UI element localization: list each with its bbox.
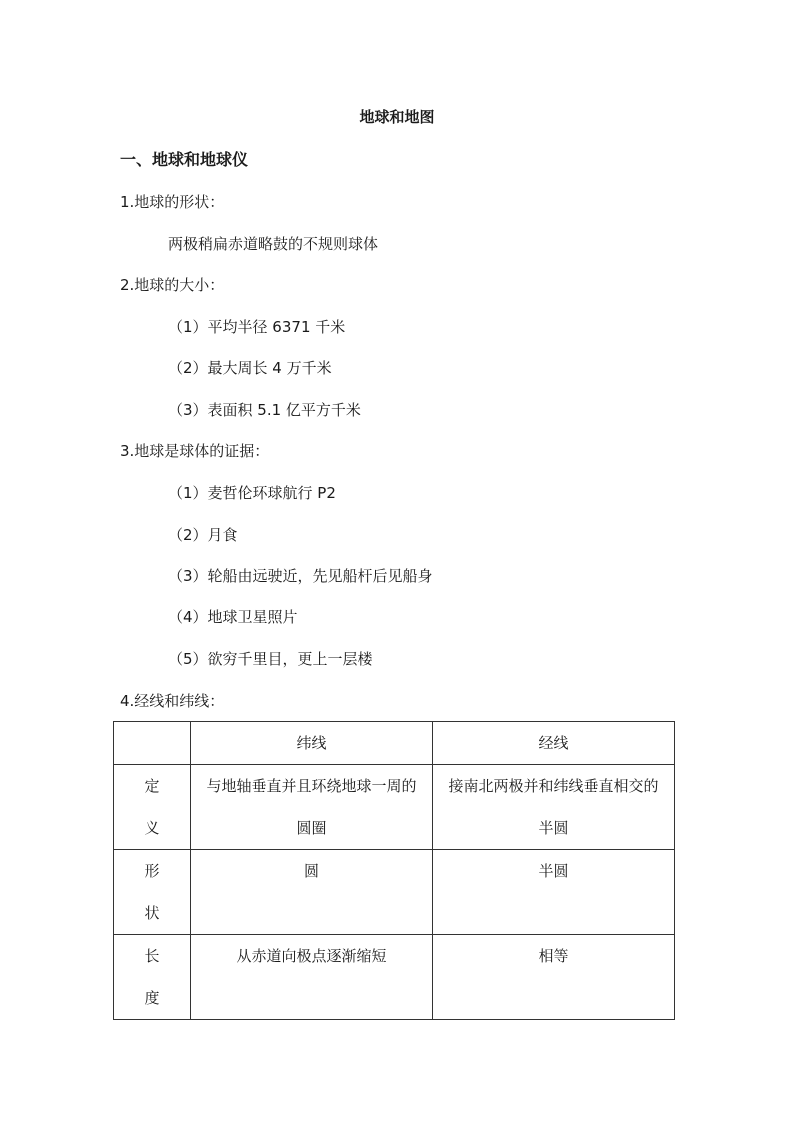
item-line: （1）麦哲伦环球航行 P2 <box>168 484 336 502</box>
table-cell <box>433 935 675 1020</box>
table-row-label <box>114 765 191 850</box>
cell-line: 接南北两极并和纬线垂直相交的 <box>448 777 659 795</box>
table-cell <box>191 935 433 1020</box>
table-row <box>114 765 675 850</box>
item-line: （5）欲穷千里目，更上一层楼 <box>168 650 373 668</box>
cell-line: 半圆 <box>538 819 569 837</box>
item-heading-shape: 1.地球的形状： <box>120 193 225 211</box>
item-line: （4）地球卫星照片 <box>168 608 298 626</box>
cell-line: 半圆 <box>538 862 569 880</box>
row-label-char: 度 <box>144 989 160 1007</box>
table-row <box>114 850 675 935</box>
table-cell <box>191 765 433 850</box>
table-row-label <box>114 850 191 935</box>
item-line: （3）轮船由远驶近，先见船杆后见船身 <box>168 567 433 585</box>
item-line: （3）表面积 5.1 亿平方千米 <box>168 401 361 419</box>
item-heading-size: 2.地球的大小： <box>120 276 225 294</box>
row-label-char: 状 <box>144 904 160 922</box>
table-row <box>114 935 675 1020</box>
item-line: （2）月食 <box>168 526 238 544</box>
item-line: （1）平均半径 6371 千米 <box>168 318 346 336</box>
cell-line: 相等 <box>538 947 569 965</box>
comparison-table <box>113 721 675 1020</box>
table-header-cell <box>114 722 191 765</box>
row-label-char: 长 <box>144 947 160 965</box>
table-header-cell: 经线 <box>433 722 675 765</box>
table-cell <box>191 850 433 935</box>
item-line: 两极稍扁赤道略鼓的不规则球体 <box>168 235 379 253</box>
cell-line: 从赤道向极点逐渐缩短 <box>236 947 387 965</box>
item-line: （2）最大周长 4 万千米 <box>168 359 332 377</box>
table-header-row <box>114 722 675 765</box>
table-cell <box>433 850 675 935</box>
section-heading: 一、地球和地球仪 <box>120 150 249 169</box>
row-label-char: 定 <box>144 777 160 795</box>
item-heading-lines: 4.经线和纬线： <box>120 692 225 710</box>
item-heading-evidence: 3.地球是球体的证据： <box>120 442 270 460</box>
table-header-cell: 纬线 <box>191 722 433 765</box>
table-cell <box>433 765 675 850</box>
table-row-label <box>114 935 191 1020</box>
row-label-char: 义 <box>144 819 160 837</box>
cell-line: 与地轴垂直并且环绕地球一周的 <box>206 777 417 795</box>
document-title: 地球和地图 <box>359 108 435 126</box>
row-label-char: 形 <box>144 862 160 880</box>
cell-line: 圆 <box>303 862 319 880</box>
cell-line: 圆圈 <box>296 819 327 837</box>
